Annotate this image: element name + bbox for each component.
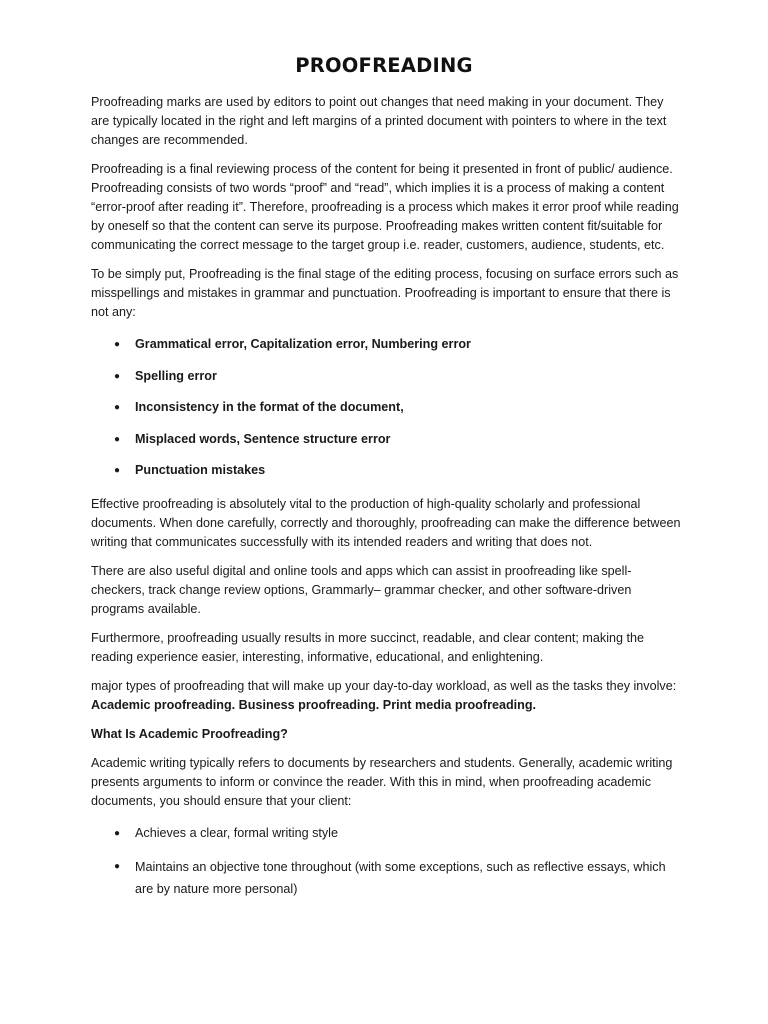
paragraph-definition: Proofreading is a final reviewing process of the content for being it presented in front of public/ audience. Proofreading consists of two words “proof” and “read”, which implies it is a process of making a content “error-proof after reading it”. Therefore, proofreading is a process which makes it error proof while reading by oneself so that the content can serve its purpose. Proofreading makes written content fit/suitable for communicating the correct message to the target group i.e. reader, customers, audience, students, etc. [91, 162, 679, 252]
list-item [91, 824, 683, 843]
paragraph-effective: Effective proofreading is absolutely vital to the production of high-quality scholarly and professional documents. When done carefully, correctly and thoroughly, proofreading can make the difference between writing that communicates successfully with its intended readers and writing that does not. [91, 497, 681, 550]
list-item-text: Achieves a clear, formal writing style [135, 826, 338, 841]
paragraph-tools: There are also useful digital and online tools and apps which can assist in proofreading like spell-checkers, track change review options, Grammarly– grammar checker, and other software-driven programs available. [91, 564, 632, 617]
paragraph-academic: Academic writing typically refers to documents by researchers and students. Generally, academic writing presents arguments to inform or convince the reader. With this in mind, when proofreading academic documents, you should ensure that your client: [91, 756, 673, 809]
bullet-icon: ● [114, 828, 121, 840]
bullet-icon: ● [114, 339, 121, 350]
bullet-icon: ● [114, 402, 121, 414]
bullet-icon: ● [114, 433, 121, 445]
bullet-icon: ● [114, 861, 121, 873]
bullet-icon: ● [114, 370, 121, 382]
list-item [91, 856, 683, 900]
types-bold: Academic proofreading. Business proofreading. Print media proofreading. [91, 698, 537, 713]
client-list [91, 824, 683, 900]
list-item-text: Maintains an objective tone throughout (with some exceptions, such as reflective essays, which are by nature more personal) [135, 860, 666, 897]
paragraph-types [91, 677, 683, 715]
section-heading: What Is Academic Proofreading? [91, 727, 288, 742]
paragraph-summary: To be simply put, Proofreading is the final stage of the editing process, focusing on surface errors such as misspellings and mistakes in grammar and punctuation. Proofreading is important to ensure that there is not any: [91, 267, 679, 319]
list-item [91, 461, 683, 480]
document-body [91, 93, 683, 915]
list-item-text: Grammatical error, Capitalization error, Numbering error [135, 337, 471, 351]
list-item-text: Inconsistency in the format of the document, [135, 400, 404, 415]
list-item-text: Spelling error [135, 368, 217, 383]
list-item [91, 367, 683, 386]
types-lead: major types of proofreading that will make up your day-to-day workload, as well as the tasks they involve: [91, 679, 677, 694]
list-item [91, 430, 683, 449]
page-title: PROOFREADING [295, 54, 473, 77]
list-item [91, 335, 683, 354]
bullet-icon: ● [114, 465, 121, 477]
list-item-text: Punctuation mistakes [135, 463, 266, 478]
list-item-text: Misplaced words, Sentence structure error [135, 431, 391, 446]
paragraph-furthermore: Furthermore, proofreading usually results in more succinct, readable, and clear content; making the reading experience easier, interesting, informative, educational, and enlightening. [91, 631, 645, 665]
error-list [91, 335, 683, 480]
list-item [91, 398, 683, 417]
paragraph-intro: Proofreading marks are used by editors to point out changes that need making in your document. They are typically located in the right and left margins of a printed document with pointers to where in the text changes are recommended. [91, 95, 667, 147]
